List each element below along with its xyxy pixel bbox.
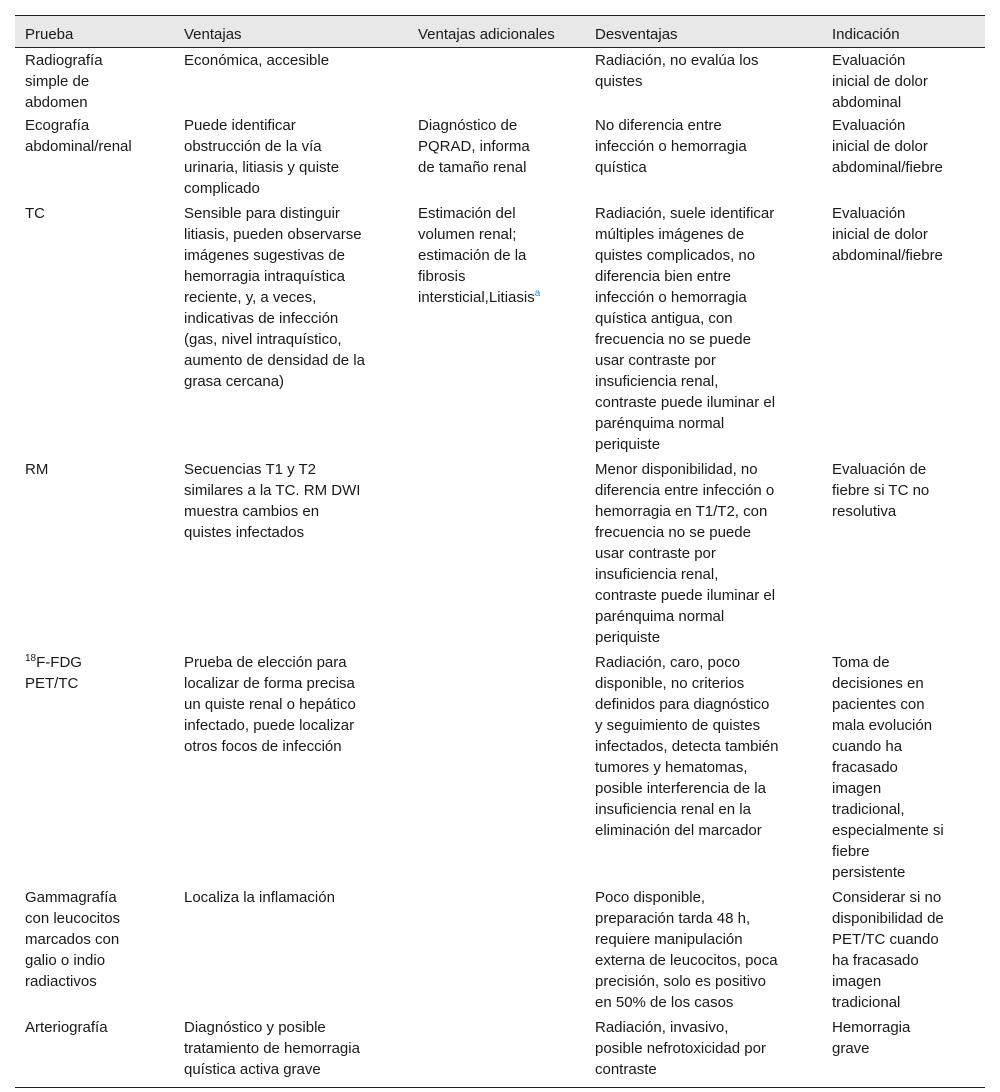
cell-line: contraste [595, 1061, 657, 1078]
cell-line: reciente, y, a veces, [184, 289, 317, 306]
cell-line: cuando ha [832, 738, 903, 755]
table-row [15, 201, 985, 457]
cell-line: insuficiencia renal en la [595, 801, 751, 818]
cell-line: fracasado [832, 759, 898, 776]
cell-line: preparación tarda 48 h, [595, 910, 751, 927]
cell-line: Evaluación [832, 117, 906, 134]
cell-line: usar contraste por [595, 545, 716, 562]
table-row [15, 650, 985, 885]
cell-line: parénquima normal [595, 608, 725, 625]
cell-line: imágenes sugestivas de [184, 247, 345, 264]
cell-line: precisión, solo es positivo [595, 973, 766, 990]
cell-line: RM [25, 461, 49, 478]
table-body [15, 48, 985, 1087]
cell-line: externa de leucocitos, poca [595, 952, 778, 969]
cell-line: grave [832, 1040, 870, 1057]
cell-line: periquiste [595, 436, 661, 453]
cell-line: litiasis, pueden observarse [184, 226, 362, 243]
cell-line: localizar de forma precisa [184, 675, 355, 692]
cell-line: infección o hemorragia [595, 289, 747, 306]
cell-line: similares a la TC. RM DWI [184, 482, 361, 499]
cell-line: indicativas de infección [184, 310, 339, 327]
cell-line: en 50% de los casos [595, 994, 734, 1011]
cell-line: quistes [595, 73, 643, 90]
cell-line: Evaluación [832, 52, 906, 69]
cell-ventajas-adicionales [408, 115, 585, 201]
cell-line: abdominal/renal [25, 138, 132, 155]
cell-line: persistente [832, 864, 906, 881]
cell-line: disponibilidad de [832, 910, 944, 927]
cell-ventajas-adicionales [408, 652, 585, 885]
cell-line: volumen renal; [418, 226, 517, 243]
cell-line: tradicional [832, 994, 901, 1011]
cell-line: fibrosis [418, 268, 466, 285]
cell-ventajas-adicionales [408, 1017, 585, 1087]
cell-line: Toma de [832, 654, 890, 671]
cell-indicacion [822, 1017, 985, 1087]
cell-line: infectados, detecta también [595, 738, 779, 755]
cell-line: usar contraste por [595, 352, 716, 369]
cell-ventajas [174, 887, 408, 1015]
cell-line: de tamaño renal [418, 159, 527, 176]
cell-line: Menor disponibilidad, no [595, 461, 758, 478]
cell-desventajas [585, 115, 822, 201]
comparison-table [15, 15, 985, 1088]
cell-line: fiebre si TC no [832, 482, 930, 499]
cell-line: un quiste renal o hepático [184, 696, 356, 713]
cell-line: No diferencia entre [595, 117, 722, 134]
cell-line: grasa cercana) [184, 373, 285, 390]
cell-line: Localiza la inflamación [184, 889, 335, 906]
cell-line: insuficiencia renal, [595, 566, 719, 583]
cell-line: Poco disponible, [595, 889, 706, 906]
cell-line: Diagnóstico de [418, 117, 518, 134]
cell-indicacion [822, 50, 985, 113]
cell-line: contraste puede iluminar el [595, 587, 776, 604]
cell-line: intersticial,Litiasis$^a$ [418, 288, 541, 306]
cell-line: diferencia entre infección o [595, 482, 775, 499]
header-indicacion: Indicación [832, 25, 900, 43]
cell-line: disponible, no criterios [595, 675, 745, 692]
cell-line: hemorragia en T1/T2, con [595, 503, 768, 520]
cell-line: Considerar si no [832, 889, 942, 906]
cell-line: definidos para diagnóstico [595, 696, 770, 713]
cell-line: contraste puede iluminar el [595, 394, 776, 411]
cell-line: otros focos de infección [184, 738, 342, 755]
cell-line: marcados con [25, 931, 120, 948]
cell-indicacion [822, 203, 985, 457]
cell-line: Radiografía [25, 52, 103, 69]
cell-line: Radiación, suele identificar [595, 205, 775, 222]
cell-prueba [15, 652, 174, 885]
cell-line: abdominal/fiebre [832, 159, 943, 176]
cell-line: inicial de dolor [832, 138, 928, 155]
table-row [15, 113, 985, 201]
cell-line: muestra cambios en [184, 503, 320, 520]
cell-line: aumento de densidad de la [184, 352, 365, 369]
cell-line: TC [25, 205, 45, 222]
cell-line: quística [595, 159, 647, 176]
cell-line: estimación de la [418, 247, 527, 264]
cell-ventajas-adicionales [408, 203, 585, 457]
table-row [15, 885, 985, 1015]
cell-line: ha fracasado [832, 952, 919, 969]
cell-line: tradicional, [832, 801, 905, 818]
header-desventajas: Desventajas [595, 25, 678, 43]
cell-line: galio o indio [25, 952, 106, 969]
cell-line: urinaria, litiasis y quiste [184, 159, 340, 176]
cell-line: Hemorragia [832, 1019, 911, 1036]
cell-indicacion [822, 459, 985, 650]
isotope-superscript: 18 [25, 653, 37, 664]
cell-line: Evaluación [832, 205, 906, 222]
cell-line: Diagnóstico y posible [184, 1019, 326, 1036]
cell-prueba [15, 887, 174, 1015]
cell-line: parénquima normal [595, 415, 725, 432]
cell-line: mala evolución [832, 717, 933, 734]
cell-indicacion [822, 887, 985, 1015]
cell-line: inicial de dolor [832, 73, 928, 90]
cell-ventajas-adicionales [408, 887, 585, 1015]
cell-line: quistes infectados [184, 524, 305, 541]
cell-line: quistes complicados, no [595, 247, 756, 264]
header-prueba: Prueba [25, 25, 74, 43]
cell-desventajas [585, 1017, 822, 1087]
cell-ventajas [174, 459, 408, 650]
cell-line: tratamiento de hemorragia [184, 1040, 360, 1057]
cell-line: complicado [184, 180, 260, 197]
cell-line: infectado, puede localizar [184, 717, 355, 734]
table-row [15, 1015, 985, 1087]
cell-line: PET/TC [25, 675, 79, 692]
cell-desventajas [585, 887, 822, 1015]
cell-desventajas [585, 459, 822, 650]
cell-line: quística activa grave [184, 1061, 321, 1078]
cell-line: y seguimiento de quistes [595, 717, 761, 734]
cell-line: Prueba de elección para [184, 654, 347, 671]
cell-line: infección o hemorragia [595, 138, 747, 155]
cell-line: Radiación, no evalúa los [595, 52, 759, 69]
cell-ventajas [174, 203, 408, 457]
cell-line: simple de [25, 73, 90, 90]
header-ventajas-adicionales: Ventajas adicionales [418, 25, 555, 43]
cell-line: inicial de dolor [832, 226, 928, 243]
cell-line: múltiples imágenes de [595, 226, 745, 243]
cell-line: (gas, nivel intraquístico, [184, 331, 342, 348]
cell-prueba [15, 1017, 174, 1087]
cell-line: eliminación del marcador [595, 822, 762, 839]
cell-indicacion [822, 652, 985, 885]
cell-line: posible nefrotoxicidad por [595, 1040, 766, 1057]
cell-indicacion [822, 115, 985, 201]
cell-line: abdomen [25, 94, 88, 111]
cell-line: pacientes con [832, 696, 925, 713]
cell-prueba [15, 203, 174, 457]
cell-line: PQRAD, informa [418, 138, 530, 155]
cell-line: Ecografía [25, 117, 90, 134]
cell-line: PET/TC cuando [832, 931, 939, 948]
cell-line: imagen [832, 973, 882, 990]
cell-line: tumores y hematomas, [595, 759, 748, 776]
cell-line: Económica, accesible [184, 52, 330, 69]
table-header-row [15, 16, 985, 47]
cell-line: frecuencia no se puede [595, 524, 751, 541]
cell-ventajas [174, 1017, 408, 1087]
cell-line: insuficiencia renal, [595, 373, 719, 390]
cell-desventajas [585, 652, 822, 885]
cell-ventajas-adicionales [408, 50, 585, 113]
cell-prueba [15, 50, 174, 113]
cell-ventajas [174, 652, 408, 885]
cell-line: Radiación, invasivo, [595, 1019, 729, 1036]
table-row [15, 457, 985, 650]
cell-line: con leucocitos [25, 910, 121, 927]
cell-prueba [15, 115, 174, 201]
cell-line: requiere manipulación [595, 931, 743, 948]
isotope-label: $^{18}$F-FDG [25, 653, 82, 671]
cell-line: radiactivos [25, 973, 97, 990]
cell-line: abdominal/fiebre [832, 247, 943, 264]
cell-line: Arteriografía [25, 1019, 108, 1036]
cell-line: periquiste [595, 629, 661, 646]
cell-line: abdominal [832, 94, 902, 111]
cell-desventajas [585, 50, 822, 113]
cell-line: fiebre [832, 843, 870, 860]
cell-line: quística antigua, con [595, 310, 733, 327]
cell-line: decisiones en [832, 675, 924, 692]
cell-line: Gammagrafía [25, 889, 117, 906]
cell-line: Puede identificar [184, 117, 296, 134]
cell-line: imagen [832, 780, 882, 797]
header-ventajas: Ventajas [184, 25, 242, 43]
cell-line: Evaluación de [832, 461, 927, 478]
cell-ventajas [174, 115, 408, 201]
cell-line: posible interferencia de la [595, 780, 766, 797]
cell-line: Estimación del [418, 205, 516, 222]
table-bottom-rule [15, 1087, 985, 1088]
cell-line: Sensible para distinguir [184, 205, 340, 222]
cell-line: resolutiva [832, 503, 897, 520]
cell-line: Radiación, caro, poco [595, 654, 741, 671]
cell-line: diferencia bien entre [595, 268, 731, 285]
cell-line: frecuencia no se puede [595, 331, 751, 348]
footnote-link[interactable]: a [534, 288, 541, 299]
table-row [15, 48, 985, 113]
cell-ventajas [174, 50, 408, 113]
cell-line: especialmente si [832, 822, 944, 839]
cell-line: obstrucción de la vía [184, 138, 322, 155]
cell-line: hemorragia intraquística [184, 268, 345, 285]
cell-desventajas [585, 203, 822, 457]
cell-prueba [15, 459, 174, 650]
cell-ventajas-adicionales [408, 459, 585, 650]
cell-line: Secuencias T1 y T2 [184, 461, 317, 478]
